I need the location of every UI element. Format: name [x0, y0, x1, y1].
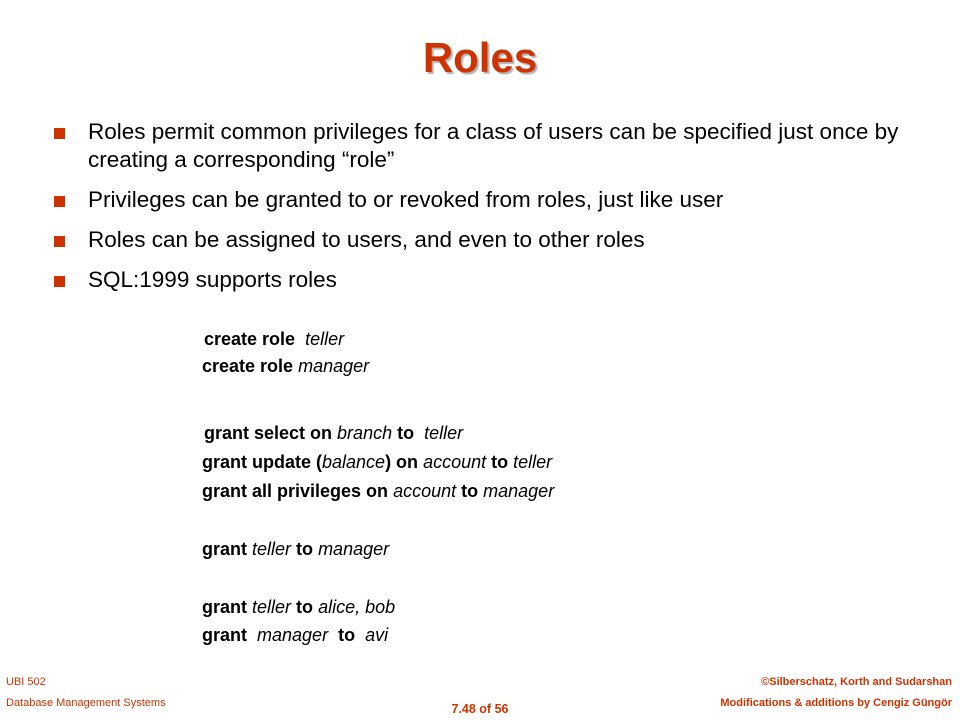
bullet-item: [50, 118, 930, 174]
code-line: grant teller to alice, bob: [202, 597, 396, 617]
bullet-text: Roles can be assigned to users, and even to other roles: [88, 227, 645, 252]
bullet-text: Roles permit common privileges for a class of users can be specified just once by creating a corresponding “role”: [88, 119, 899, 172]
page-number: 7.48 of 56: [451, 702, 509, 716]
code-line: grant teller to manager: [202, 539, 390, 559]
bullet-item: [50, 266, 930, 294]
footer-copyright: ©Silberschatz, Korth and Sudarshan: [761, 676, 952, 688]
bullet-text: SQL:1999 supports roles: [88, 267, 337, 292]
square-bullet-icon: [54, 128, 65, 139]
footer-modifications: Modifications & additions by Cengiz Güngör: [720, 697, 952, 709]
code-line: grant update (balance) on account to teller: [202, 452, 553, 472]
footer-course-title: Database Management Systems: [6, 697, 166, 709]
bullet-text: Privileges can be granted to or revoked from roles, just like user: [88, 187, 724, 212]
square-bullet-icon: [54, 196, 65, 207]
bullet-item: [50, 186, 930, 214]
code-line: create role manager: [202, 356, 370, 376]
bullet-list: [50, 118, 930, 306]
bullet-item: [50, 226, 930, 254]
footer-course: UBI 502: [6, 676, 46, 688]
slide-title: Roles: [422, 34, 538, 81]
square-bullet-icon: [54, 236, 65, 247]
code-line: create role teller: [204, 329, 345, 349]
code-line: grant select on branch to teller: [204, 423, 464, 443]
code-line: grant manager to avi: [202, 625, 389, 645]
code-line: grant all privileges on account to manager: [202, 481, 555, 501]
square-bullet-icon: [54, 276, 65, 287]
